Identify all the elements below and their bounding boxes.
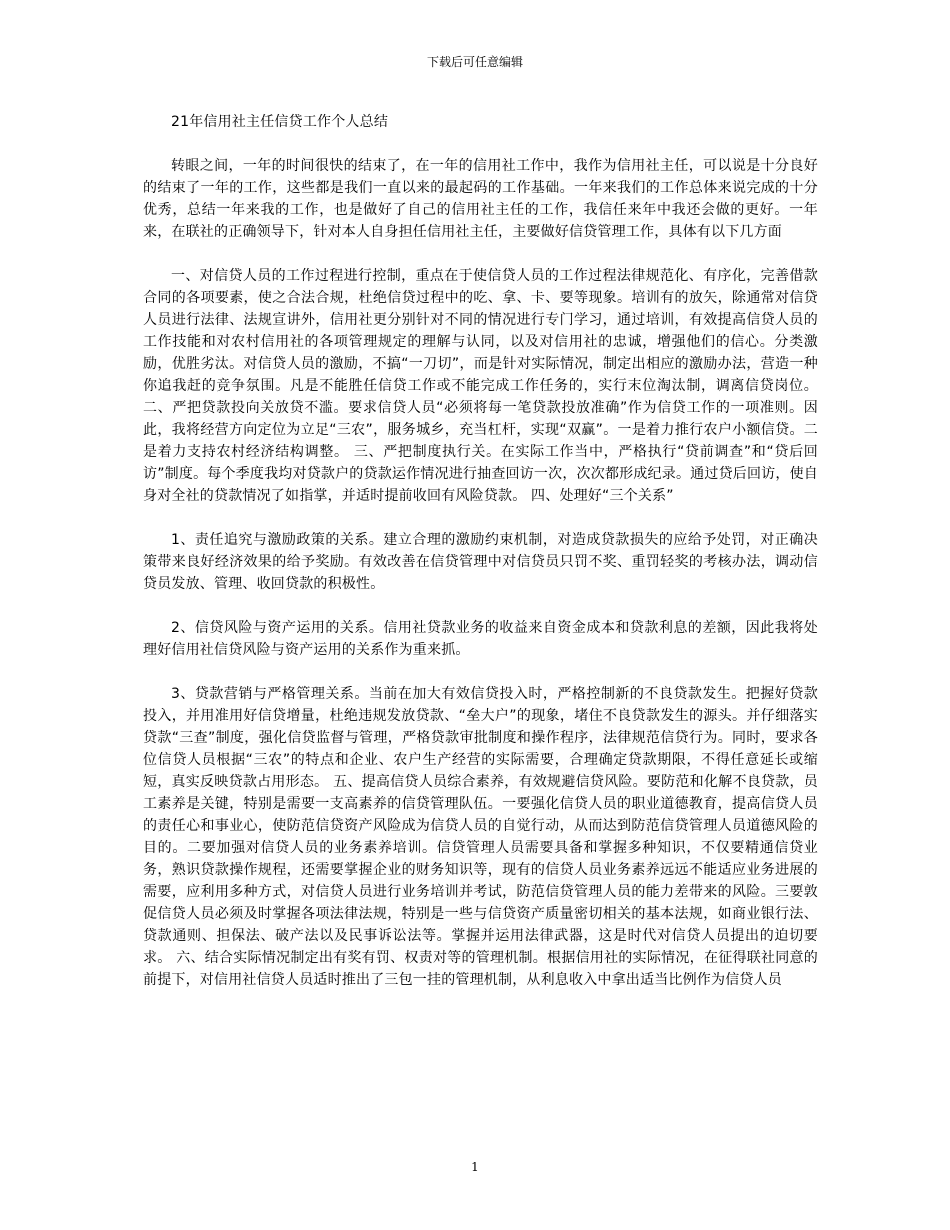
paragraph-sections-one-to-four: 一、对信贷人员的工作过程进行控制，重点在于使信贷人员的工作过程法律规范化、有序化，完善借款合同的各项要素，使之合法合规，杜绝信贷过程中的吃、拿、卡、要等现象。培训有的放矢，除通常对信贷人员进行法律、法规宣讲外，信用社更分别针对不同的情况进行专门学习，通过培训，有效提高信贷人员的工作技能和对农村信用社的各项管理规定的理解与认同，以及对信用社的忠诚，增强他们的信心。分类激励，优胜劣汰。对信贷人员的激励，不搞“一刀切”，而是针对实际情况，制定出相应的激励办法，营造一种你追我赶的竞争氛围。凡是不能胜任信贷工作或不能完成工作任务的，实行末位淘汰制，调离信贷岗位。 二、严把贷款投向关放贷不滥。要求信贷人员“必须将每一笔贷款投放准确”作为信贷工作的一项准则。因此，我将经营方向定位为立足“三农”，服务城乡，充当杠杆，实现“双赢”。一是着力推行农户小额信贷。二是着力支持农村经济结构调整。 三、严把制度执行关。在实际工作当中，严格执行“贷前调查”和“贷后回访”制度。每个季度我均对贷款户的贷款运作情况进行抽查回访一次，次次都形成纪录。通过贷后回访，使自身对全社的贷款情况了如指掌，并适时提前收回有风险贷款。 四、处理好“三个关系” <box>143 268 818 504</box>
page-number: 1 <box>471 1160 479 1174</box>
paragraph-item-1: 1、责任追究与激励政策的关系。建立合理的激励约束机制，对造成贷款损失的应给予处罚，对正确决策带来良好经济效果的给予奖励。有效改善在信贷管理中对信贷员只罚不奖、重罚轻奖的考核办法，调动信贷员发放、管理、收回贷款的积极性。 <box>143 532 818 592</box>
paragraph-item-2: 2、信贷风险与资产运用的关系。信用社贷款业务的收益来自资金成本和贷款利息的差额，因此我将处理好信用社信贷风险与资产运用的关系作为重来抓。 <box>143 620 818 658</box>
paragraph-item-3: 3、贷款营销与严格管理关系。当前在加大有效信贷投入时，严格控制新的不良贷款发生。把握好贷款投入，并用准用好信贷增量，杜绝违规发放贷款、“垒大户”的现象，堵住不良贷款发生的源头。并仔细落实贷款“三查”制度，强化信贷监督与管理，严格贷款审批制度和操作程序，法律规范信贷行为。同时，要求各位信贷人员根据“三农”的特点和企业、农户生产经营的实际需要，合理确定贷款期限，不得任意延长或缩短，真实反映贷款占用形态。 五、提高信贷人员综合素养，有效规避信贷风险。要防范和化解不良贷款，员工素养是关键，特别是需要一支高素养的信贷管理队伍。一要强化信贷人员的职业道德教育，提高信贷人员的责任心和事业心，使防范信贷资产风险成为信贷人员的自觉行动，从而达到防范信贷管理人员道德风险的目的。二要加强对信贷人员的业务素养培训。信贷管理人员需要具备和掌握多种知识，不仅要精通信贷业务，熟识贷款操作规程，还需要掌握企业的财务知识等，现有的信贷人员业务素养远远不能适应业务进展的需要，应利用多种方式，对信贷人员进行业务培训并考试，防范信贷管理人员的能力差带来的风险。三要敦促信贷人员必须及时掌握各项法律法规，特别是一些与信贷资产质量密切相关的基本法规，如商业银行法、贷款通则、担保法、破产法以及民事诉讼法等。掌握并运用法律武器，这是时代对信贷人员提出的迫切要求。 六、结合实际情况制定出有奖有罚、权责对等的管理机制。根据信用社的实际情况，在征得联社同意的前提下，对信用社信贷人员适时推出了三包一挂的管理机制，从利息收入中拿出适当比例作为信贷人员 <box>143 686 818 988</box>
document-body <box>143 111 818 991</box>
paragraph-intro: 转眼之间，一年的时间很快的结束了，在一年的信用社工作中，我作为信用社主任，可以说是十分良好的结束了一年的工作，这些都是我们一直以来的最起码的工作基础。一年来我们的工作总体来说完成的十分优秀，总结一年来我的工作，也是做好了自己的信用社主任的工作，我信任来年中我还会做的更好。一年来，在联社的正确领导下，针对本人自身担任信用社主任，主要做好信贷管理工作，具体有以下几方面 <box>143 158 818 240</box>
page-header: 下载后可任意编辑 <box>426 55 523 69</box>
document-title: 21年信用社主任信贷工作个人总结 <box>171 114 389 130</box>
